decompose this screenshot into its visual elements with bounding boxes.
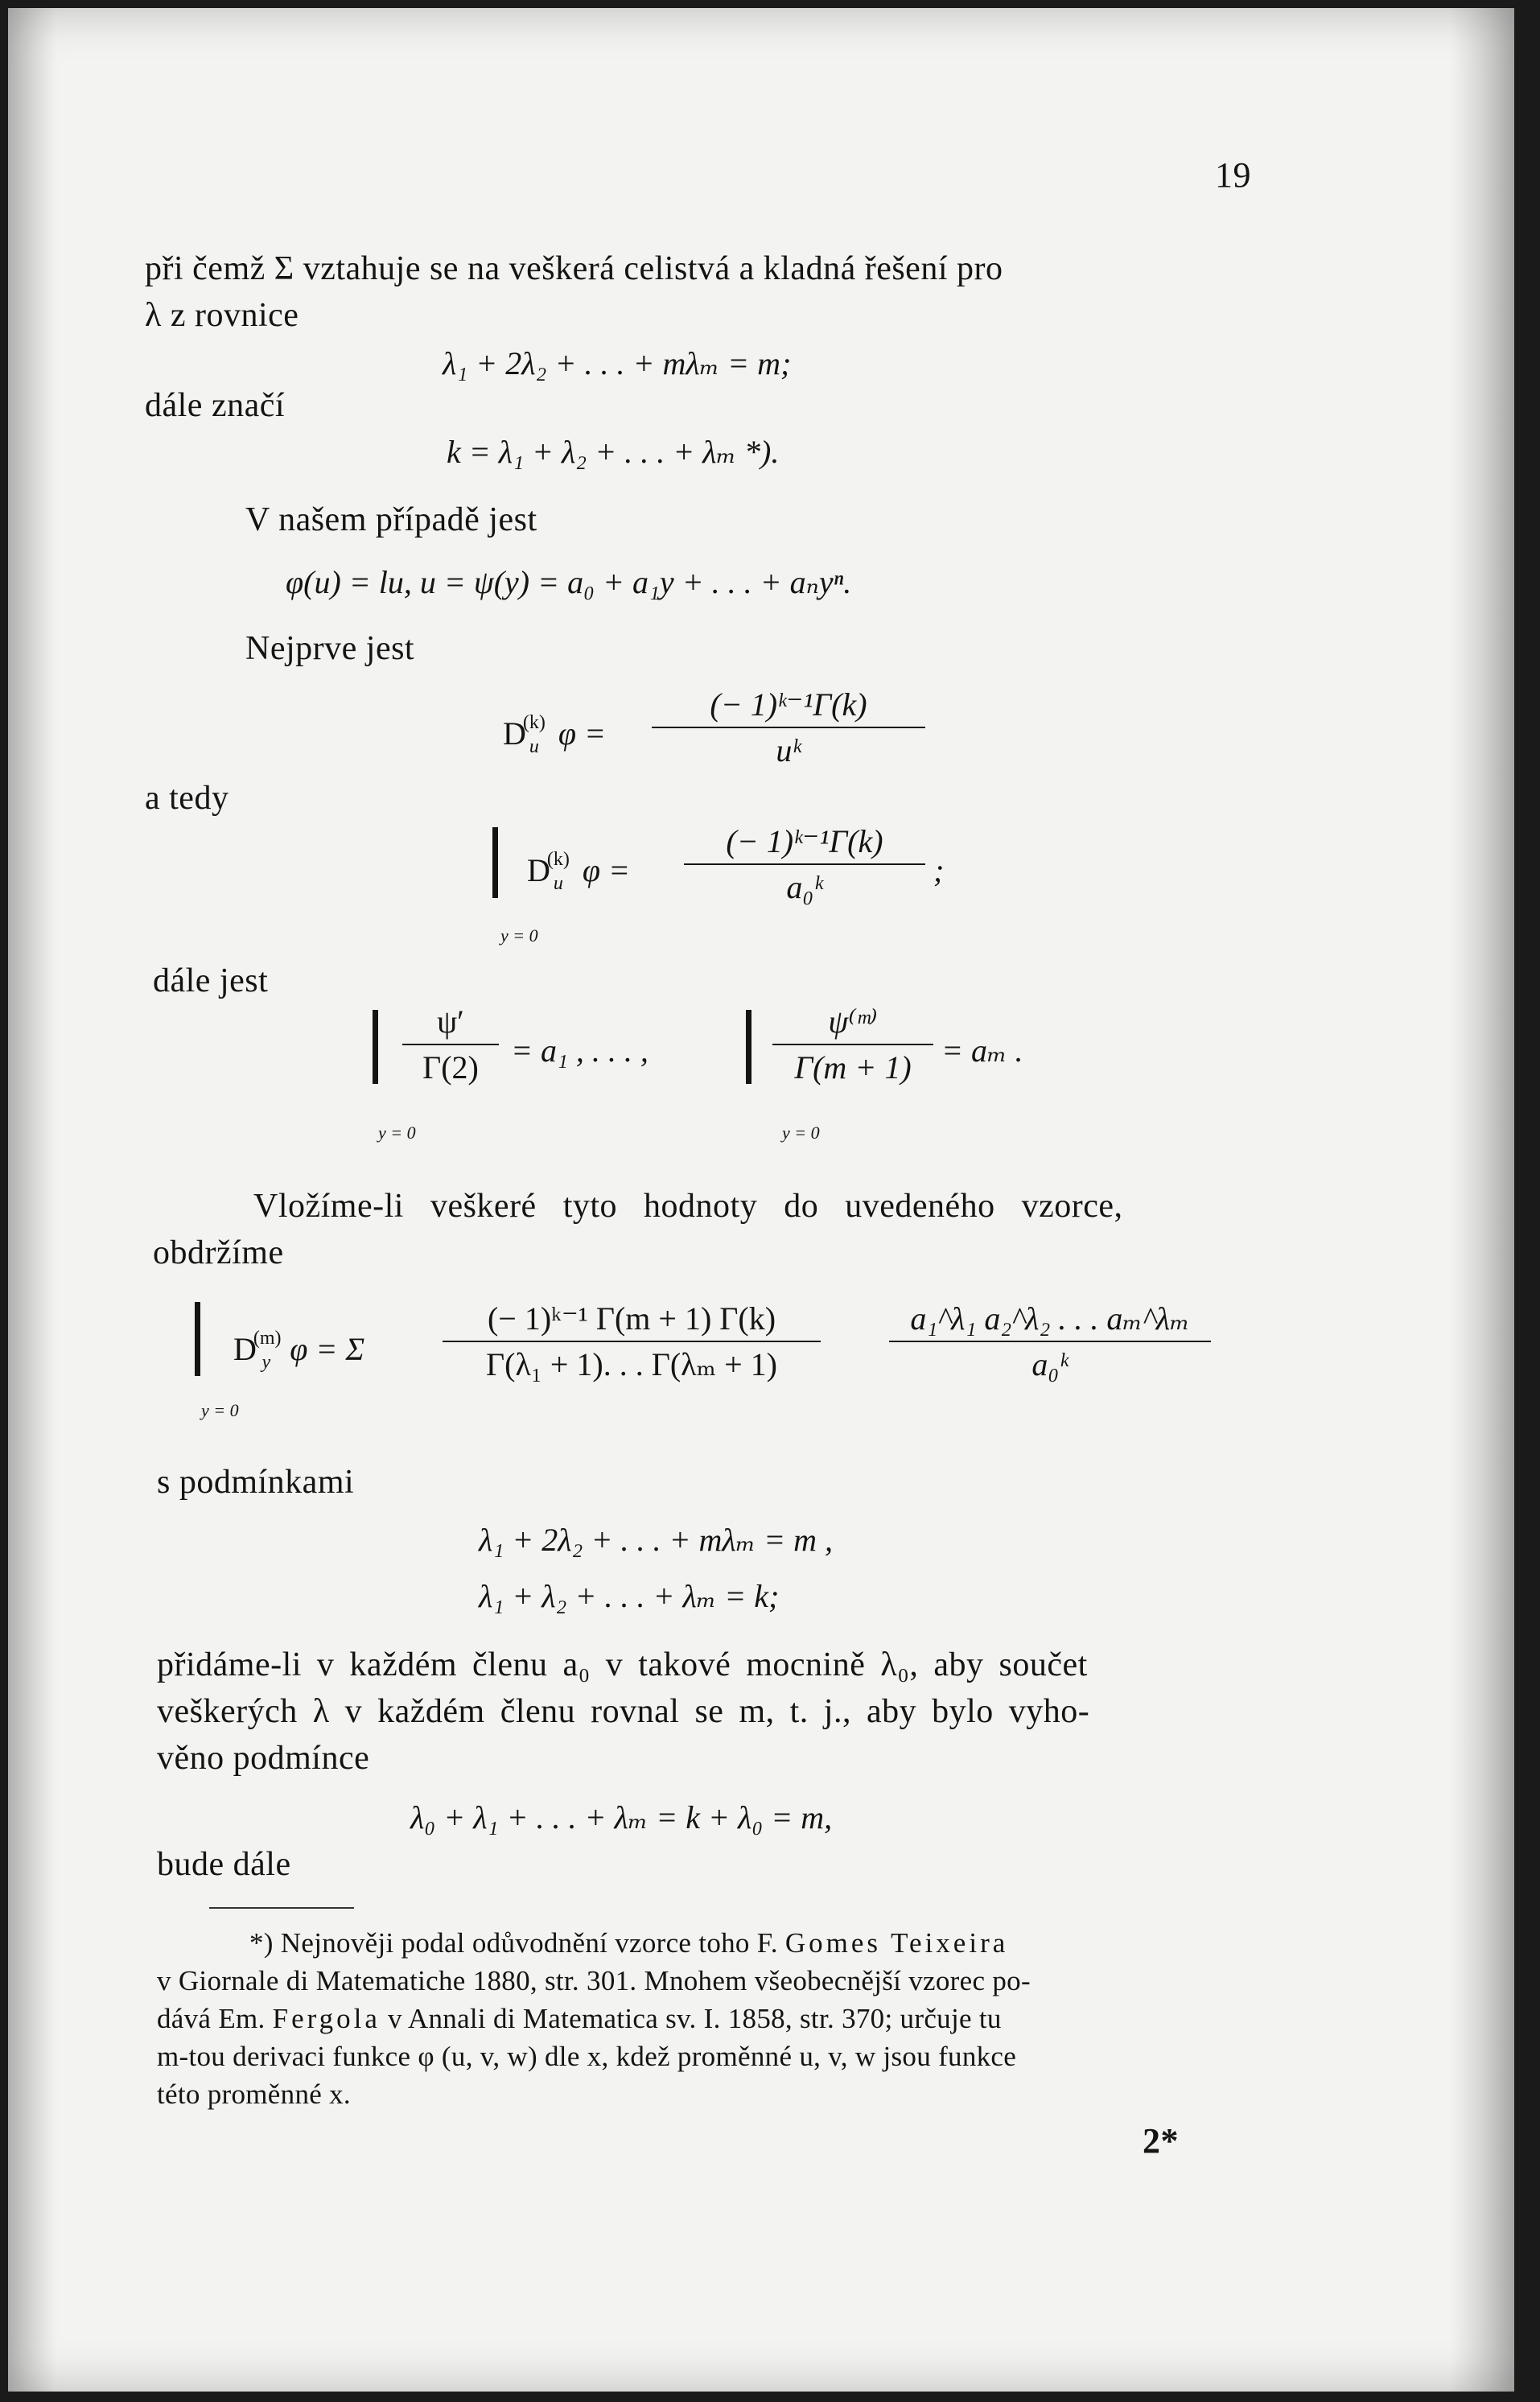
page-shadow-left (8, 8, 56, 2392)
derivative-operator (503, 712, 606, 758)
equation-phi-sum: φ = Σ (290, 1331, 365, 1367)
paragraph-line: V našem případě jest (245, 501, 537, 538)
evaluation-condition: y = 0 (201, 1400, 239, 1420)
fraction-numerator: (− 1)ᵏ⁻¹ Γ(m + 1) Γ(k) (487, 1300, 776, 1337)
fraction-bar (889, 1341, 1211, 1342)
footnote-author: Fergola (272, 2003, 381, 2034)
evaluation-bar (492, 827, 498, 898)
fraction (889, 1300, 1211, 1383)
fraction-denominator: Γ(2) (422, 1049, 479, 1086)
fraction-numerator: ψ⁽ᵐ⁾ (828, 1003, 878, 1040)
derivative-variable: u (553, 873, 563, 894)
equation-phi-eq: φ = (558, 715, 606, 752)
paragraph-line: věno podmínce (157, 1740, 370, 1777)
fraction-bar (772, 1044, 933, 1045)
equation-condition-3: λ₀ + λ₁ + . . . + λₘ = k + λ₀ = m, (410, 1799, 833, 1835)
fraction (402, 1003, 499, 1086)
fraction-bar (652, 727, 925, 728)
evaluation-condition: y = 0 (782, 1123, 820, 1143)
footnote-text: v Annali di Matematica sv. I. 1858, str. 370; určuje tu (380, 2003, 1002, 2034)
fraction-denominator: a₀ᵏ (786, 869, 823, 905)
equation-rhs: = aₘ . (941, 1032, 1023, 1069)
footnote-line (157, 2003, 1002, 2035)
paragraph-line: dále značí (145, 387, 286, 424)
derivative-symbol: D (233, 1331, 257, 1367)
footnote-line: této proměnné x. (157, 2079, 351, 2110)
fraction (684, 822, 925, 906)
derivative-symbol: D (527, 852, 550, 888)
paragraph-line: přidáme-li v každém členu a₀ v takové mocnině λ₀, aby součet (157, 1646, 1088, 1683)
fraction-bar (402, 1044, 499, 1045)
fraction-denominator: a₀ᵏ (1031, 1346, 1069, 1382)
evaluation-condition: y = 0 (378, 1123, 416, 1143)
book-page (8, 8, 1514, 2392)
paragraph-line: s podmínkami (157, 1464, 355, 1501)
equation-condition-2: λ₁ + λ₂ + . . . + λₘ = k; (479, 1578, 780, 1614)
equation-phi: φ(u) = lu, u = ψ(y) = a₀ + a₁y + . . . + aₙyⁿ. (286, 564, 852, 600)
equation-lambda-sum: λ₁ + 2λ₂ + . . . + mλₘ = m; (443, 345, 792, 381)
paragraph-line: dále jest (153, 962, 269, 999)
footnote-line (249, 1927, 1008, 1959)
fraction-denominator: Γ(m + 1) (794, 1049, 912, 1086)
fraction-denominator: uᵏ (776, 732, 801, 768)
derivative-operator (527, 849, 630, 895)
fraction-numerator: (− 1)ᵏ⁻¹Γ(k) (726, 823, 883, 859)
footnote-line: v Giornale di Matematiche 1880, str. 301. Mnohem všeobecnější vzorec po- (157, 1965, 1031, 1996)
equation-condition-1: λ₁ + 2λ₂ + . . . + mλₘ = m , (479, 1522, 834, 1558)
fraction-numerator: a₁^λ₁ a₂^λ₂ . . . aₘ^λₘ (910, 1300, 1190, 1337)
paragraph-line: bude dále (157, 1846, 291, 1883)
derivative-variable: y (261, 1352, 271, 1373)
evaluation-bar (373, 1010, 378, 1084)
fraction-numerator: ψ′ (437, 1003, 464, 1040)
fraction-bar (443, 1341, 821, 1342)
evaluation-bar (746, 1010, 751, 1084)
footnote-author: Gomes Teixeira (784, 1927, 1009, 1959)
equation-semicolon: ; (933, 852, 945, 888)
equation-rhs: = a₁ , . . . , (511, 1032, 649, 1069)
fraction (652, 686, 925, 769)
paragraph-line: Vložíme-li veškeré tyto hodnoty do uvedeného vzorce, (253, 1188, 1123, 1225)
paragraph-line: λ z rovnice (145, 297, 299, 334)
footnote-line: m-tou derivaci funkce φ (u, v, w) dle x, kdež proměnné u, v, w jsou funkce (157, 2041, 1017, 2072)
equation-phi-eq: φ = (582, 852, 630, 888)
evaluation-bar (195, 1302, 200, 1376)
fraction-numerator: (− 1)ᵏ⁻¹Γ(k) (710, 686, 867, 723)
signature-mark: 2* (1143, 2121, 1179, 2161)
derivative-symbol: D (503, 715, 526, 752)
fraction (772, 1003, 933, 1086)
evaluation-condition: y = 0 (500, 925, 538, 946)
fraction-bar (684, 863, 925, 865)
derivative-order: (k) (546, 849, 570, 870)
derivative-variable: u (529, 736, 539, 757)
derivative-order: (k) (522, 712, 546, 733)
page-shadow-right (1450, 8, 1514, 2392)
footnote-rule (209, 1907, 354, 1909)
derivative-order: (m) (253, 1328, 282, 1349)
footnote-text: dává Em. (157, 2003, 273, 2034)
paragraph-line: veškerých λ v každém členu rovnal se m, t. j., aby bylo vyho- (157, 1693, 1090, 1730)
paragraph-line: při čemž Σ vztahuje se na veškerá celistvá a kladná řešení pro (145, 250, 1003, 287)
equation-k: k = λ₁ + λ₂ + . . . + λₘ *). (447, 434, 780, 470)
derivative-operator (233, 1328, 364, 1374)
fraction-denominator: Γ(λ₁ + 1). . . Γ(λₘ + 1) (486, 1346, 777, 1382)
page-number: 19 (1215, 155, 1251, 195)
paragraph-line: obdržíme (153, 1234, 284, 1271)
paragraph-line: a tedy (145, 780, 229, 817)
paragraph-line: Nejprve jest (245, 630, 415, 667)
fraction (443, 1300, 821, 1383)
footnote-text: *) Nejnověji podal odůvodnění vzorce toho F. (249, 1927, 785, 1959)
